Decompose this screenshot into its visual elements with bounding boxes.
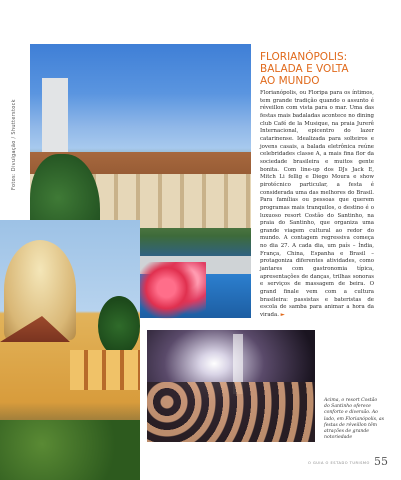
headline-line: AO MUNDO [260,74,320,87]
party-crowd-photo [147,330,315,442]
end-mark-icon: ► [280,312,285,319]
article-headline [260,52,376,87]
article-body [260,90,374,320]
church-dome-photo [0,220,140,480]
headline-line: BALADA E VOLTA [260,62,349,75]
headline-line: FLORIANÓPOLIS: [260,51,348,63]
flower-photo-detail [140,262,206,320]
photo-caption: Acima, o resort Costão do Santinho oferece conforto e diversão. Ao lado, em Florianópolis, as festas de réveillon têm atrações de grande notoriedade [324,398,384,441]
footer-label: O GUIA O ESTADO TURISMO [308,461,370,465]
photo-credit: Fotos: Divulgação / Shutterstock [11,99,17,191]
article-body-text: Florianópolis, ou Floripa para os íntimos, tem grande tradição quando o assunto é réveillon com vista para o mar. Uma das festas mais badaladas acontece no dining club Café de la Musique, na praia Jurerê Internacional, epicentro do lazer catarinense. Idealizada para solteiros e jovens casais, a balada eletrônica reúne celebridades classe A, a mais fina flor da sociedade brasileira e muitos gente bonita. Com line-up dos DJs Jack E, Mitch Li fellig e Diego Moura e show pirotécnico particular, a festa é considerada uma das melhores do Brasil. Para famílias ou pessoas que querem programas mais tranquilos, o destino é o luxuoso resort Costão do Santinho, na praia do Santinho, que organiza uma grande viagem cultural ao redor do mundo. A contagem regressiva começa no dia 27. A cada dia, um país – Índia, França, China, Espanha e Brasil – protagoniza diferentes atividades, como jantares com gastronomia típica, apresentações de danças, trilhas sonoras e serviços de massagem de beira. O grand finale vem com a cultura brasileira: passistas e bateristas de escola de samba para animar a hora da virada. [260,90,374,319]
page-footer [308,455,394,468]
page-number: 55 [374,455,388,468]
